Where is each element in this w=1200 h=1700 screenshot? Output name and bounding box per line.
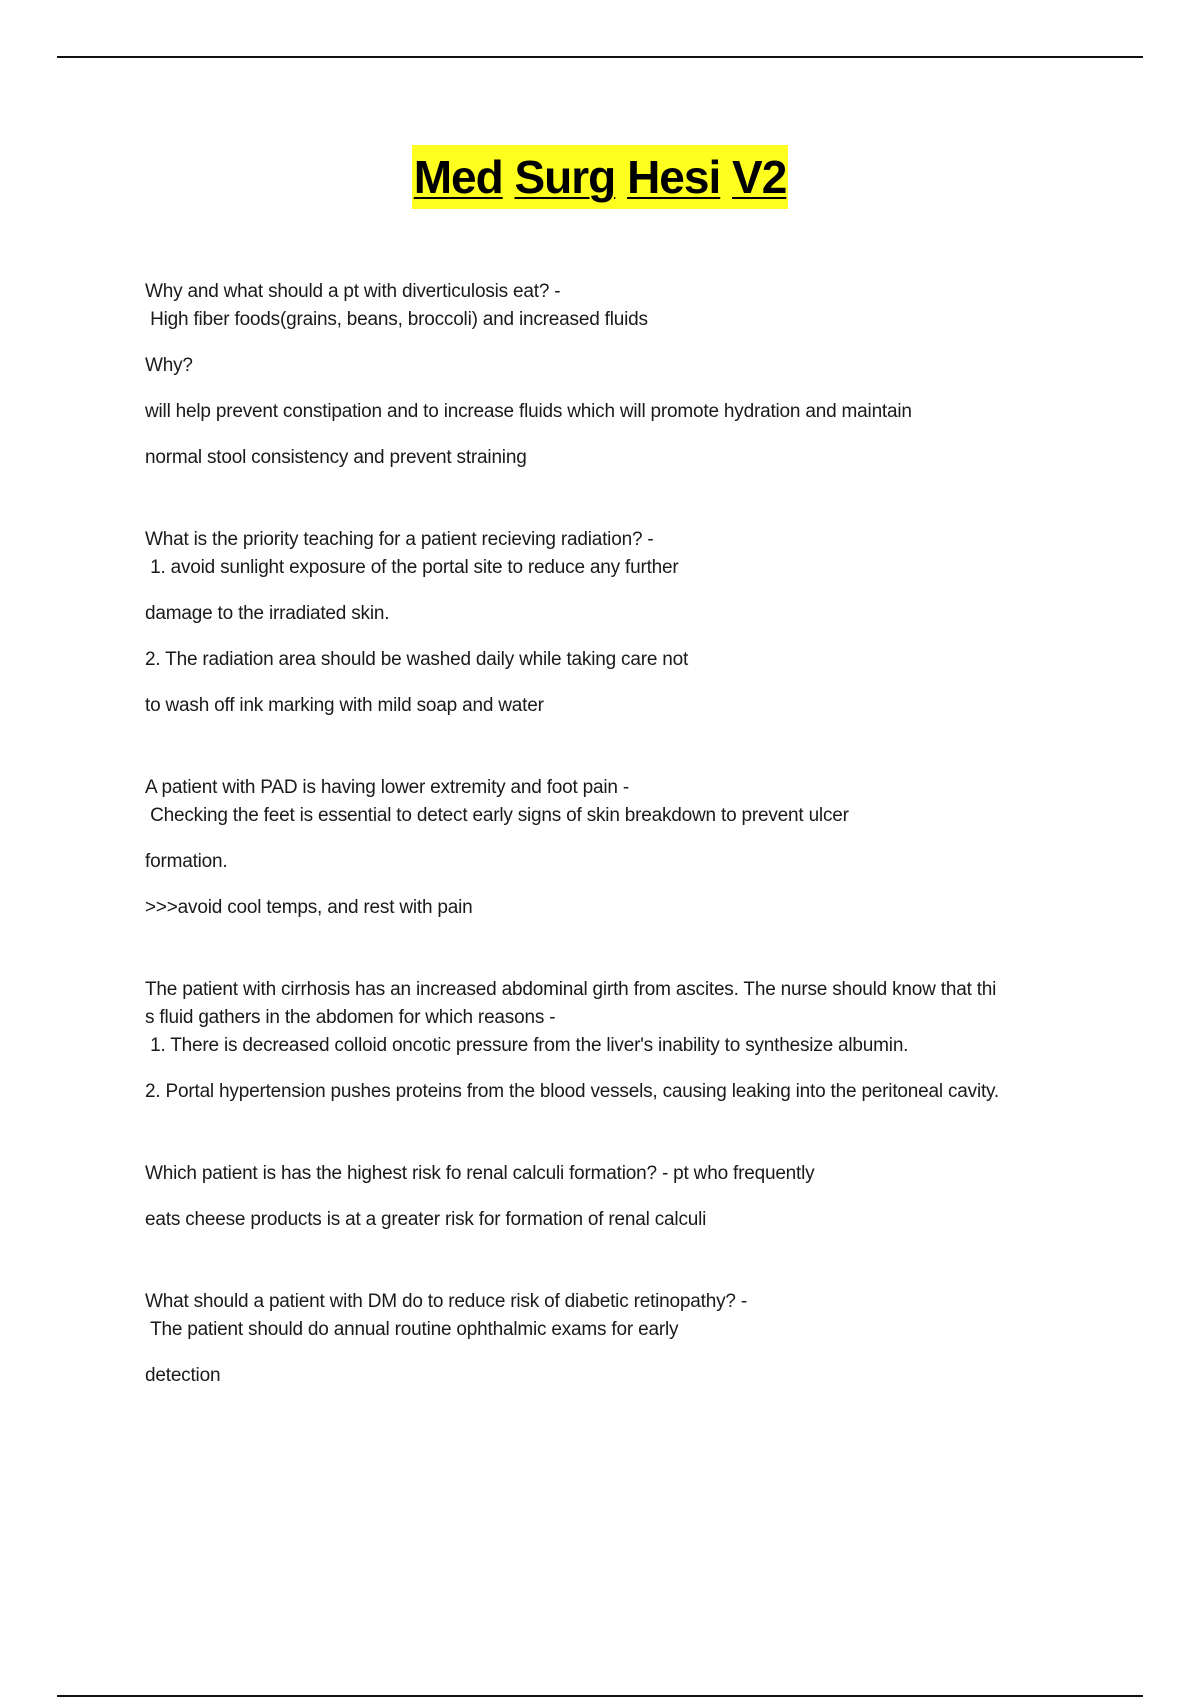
answer-line: eats cheese products is at a greater risk for formation of renal calculi: [145, 1209, 707, 1230]
title-word: Surg: [514, 151, 616, 203]
title-word: V2: [732, 151, 787, 203]
document-title: [412, 145, 789, 209]
title-word: Med: [413, 151, 503, 203]
answer-line: 1. avoid sunlight exposure of the portal site to reduce any further: [145, 557, 679, 578]
question: What should a patient with DM do to reduce risk of diabetic retinopathy? -: [145, 1291, 747, 1312]
answer-line: >>>avoid cool temps, and rest with pain: [145, 897, 473, 918]
answer-line: detection: [145, 1365, 221, 1386]
answer-line: 2. Portal hypertension pushes proteins from the blood vessels, causing leaking into the peritoneal cavity.: [145, 1081, 1000, 1102]
question: The patient with cirrhosis has an increased abdominal girth from ascites. The nurse should know that thi: [145, 979, 997, 1000]
question-continued: s fluid gathers in the abdomen for which reasons -: [145, 1007, 556, 1028]
qa-section-renal-calculi: [145, 1160, 1105, 1234]
answer-line: to wash off ink marking with mild soap and water: [145, 695, 544, 716]
qa-section-radiation: [145, 526, 1105, 720]
answer-line: Why?: [145, 355, 193, 376]
answer-line: normal stool consistency and prevent straining: [145, 447, 527, 468]
answer-line: The patient should do annual routine ophthalmic exams for early: [145, 1319, 679, 1340]
title-word: Hesi: [627, 151, 721, 203]
qa-section-diverticulosis: [145, 278, 1105, 472]
qa-section-pad: [145, 774, 1105, 922]
document-body: [145, 278, 1105, 1444]
answer-line: will help prevent constipation and to increase fluids which will promote hydration and maintain: [145, 401, 912, 422]
answer-line: 2. The radiation area should be washed daily while taking care not: [145, 649, 689, 670]
answer-line: Checking the feet is essential to detect early signs of skin breakdown to prevent ulcer: [145, 805, 849, 826]
answer-line: High fiber foods(grains, beans, broccoli) and increased fluids: [145, 309, 648, 330]
answer-line: damage to the irradiated skin.: [145, 603, 390, 624]
question: What is the priority teaching for a patient recieving radiation? -: [145, 529, 654, 550]
qa-section-cirrhosis: [145, 976, 1105, 1106]
question: A patient with PAD is having lower extremity and foot pain -: [145, 777, 630, 798]
question: Which patient is has the highest risk fo renal calculi formation? - pt who frequently: [145, 1163, 815, 1184]
top-rule: [57, 56, 1143, 58]
answer-line: 1. There is decreased colloid oncotic pressure from the liver's inability to synthesize albumin.: [145, 1035, 909, 1056]
bottom-rule: [57, 1695, 1143, 1697]
answer-line: formation.: [145, 851, 228, 872]
question: Why and what should a pt with diverticulosis eat? -: [145, 281, 561, 302]
qa-section-diabetic-retinopathy: [145, 1288, 1105, 1390]
title-container: [0, 145, 1200, 209]
